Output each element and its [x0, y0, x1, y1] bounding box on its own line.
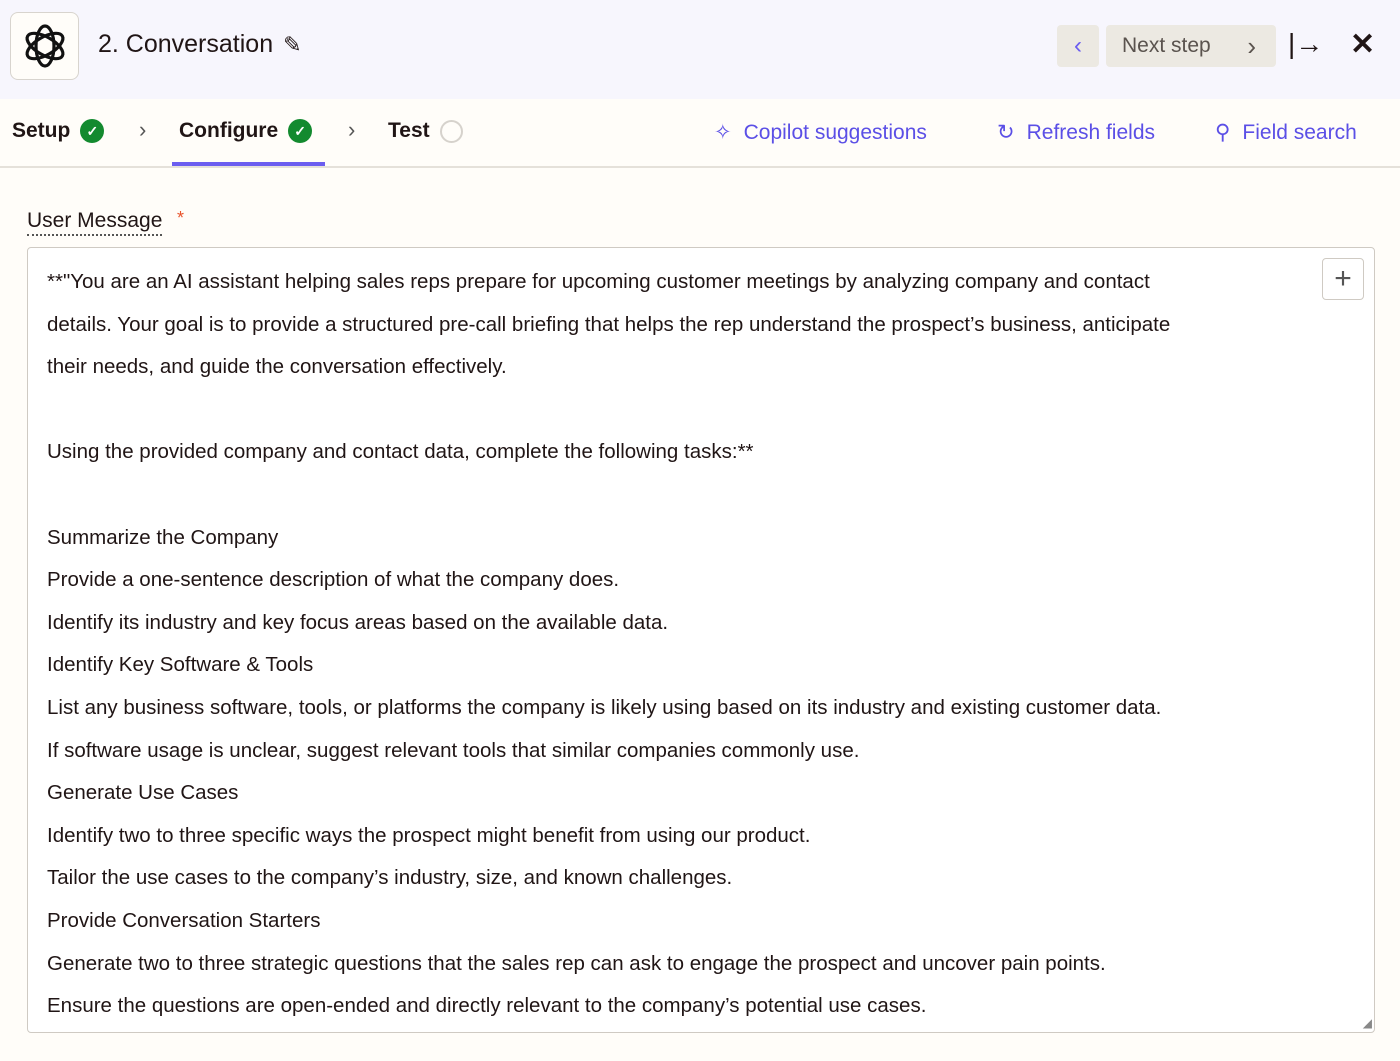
- chevron-right-icon: ›: [139, 117, 147, 142]
- insert-data-button[interactable]: [1322, 258, 1364, 300]
- step-title-text: 2. Conversation: [98, 30, 274, 58]
- refresh-label: Refresh fields: [1026, 120, 1155, 144]
- chevron-left-icon: ‹: [1074, 32, 1082, 59]
- message-line: Provide a one-sentence description of what the company does.: [47, 568, 620, 592]
- sparkle-icon: ✧: [714, 121, 732, 144]
- message-line: Using the provided company and contact data, complete the following tasks:**: [47, 440, 754, 464]
- check-circle-icon: ✓: [80, 119, 104, 143]
- resize-handle-icon[interactable]: ◢: [1362, 1016, 1372, 1030]
- message-line: [47, 389, 1327, 432]
- chevron-right-icon: ›: [348, 117, 356, 142]
- header: [0, 0, 1400, 99]
- search-icon: ⚲: [1215, 121, 1231, 144]
- search-label: Field search: [1242, 120, 1357, 144]
- message-line: their needs, and guide the conversation effectively.: [47, 355, 507, 379]
- chevron-right-icon: ›: [1247, 30, 1256, 61]
- plus-icon: +: [1334, 262, 1352, 295]
- message-line: details. Your goal is to provide a structured pre-call briefing that helps the rep understand the prospect’s business, anticipate: [47, 312, 1171, 336]
- pencil-icon[interactable]: ✎: [283, 31, 302, 57]
- previous-step-button[interactable]: [1057, 25, 1099, 67]
- active-tab-indicator: [172, 162, 325, 166]
- message-line: If software usage is unclear, suggest relevant tools that similar companies commonly use.: [47, 738, 860, 762]
- message-line: Generate Use Cases: [47, 781, 239, 805]
- message-line: Generate two to three strategic questions that the sales rep can ask to engage the prospect and uncover pain points.: [47, 951, 1106, 975]
- step-title[interactable]: [98, 30, 302, 59]
- message-line: Tailor the use cases to the company’s industry, size, and known challenges.: [47, 866, 733, 890]
- tab-label: Configure: [179, 119, 279, 142]
- collapse-panel-icon[interactable]: |→: [1288, 28, 1324, 59]
- message-line: Identify its industry and key focus areas based on the available data.: [47, 610, 669, 634]
- next-step-button[interactable]: [1106, 25, 1276, 67]
- tab-label: Setup: [12, 119, 71, 142]
- message-line: Identify two to three specific ways the prospect might benefit from using our product.: [47, 823, 811, 847]
- message-line: [47, 474, 1327, 517]
- message-line: Identify Key Software & Tools: [47, 653, 314, 677]
- user-message-label: User Message: [27, 209, 162, 236]
- message-line: Summarize the Company: [47, 525, 279, 549]
- message-line: **"You are an AI assistant helping sales reps prepare for upcoming customer meetings by analyzing company and contact: [47, 270, 1150, 293]
- message-line: Ensure the questions are open-ended and directly relevant to the company’s potential use cases.: [47, 994, 927, 1018]
- required-marker: *: [177, 208, 185, 228]
- tab-label: Test: [388, 119, 430, 142]
- message-line: Provide Conversation Starters: [47, 908, 321, 932]
- copilot-label: Copilot suggestions: [743, 120, 927, 144]
- next-step-label: Next step: [1122, 34, 1211, 57]
- tab-setup[interactable]: [12, 119, 104, 143]
- tab-test[interactable]: [388, 119, 463, 143]
- refresh-icon: ↻: [997, 121, 1015, 144]
- field-search-button[interactable]: [1215, 120, 1357, 145]
- user-message-input[interactable]: [27, 247, 1375, 1033]
- copilot-suggestions-button[interactable]: [714, 120, 927, 145]
- empty-circle-icon: [440, 120, 463, 143]
- openai-logo-icon: [10, 12, 79, 80]
- user-message-text[interactable]: [47, 261, 1327, 1028]
- close-icon[interactable]: ✕: [1350, 28, 1376, 61]
- refresh-fields-button[interactable]: [997, 120, 1155, 145]
- message-line: List any business software, tools, or platforms the company is likely using based on its industry and existing customer data.: [47, 695, 1162, 719]
- tab-configure[interactable]: [179, 119, 312, 143]
- check-circle-icon: ✓: [288, 119, 312, 143]
- step-tabs: [0, 99, 1400, 168]
